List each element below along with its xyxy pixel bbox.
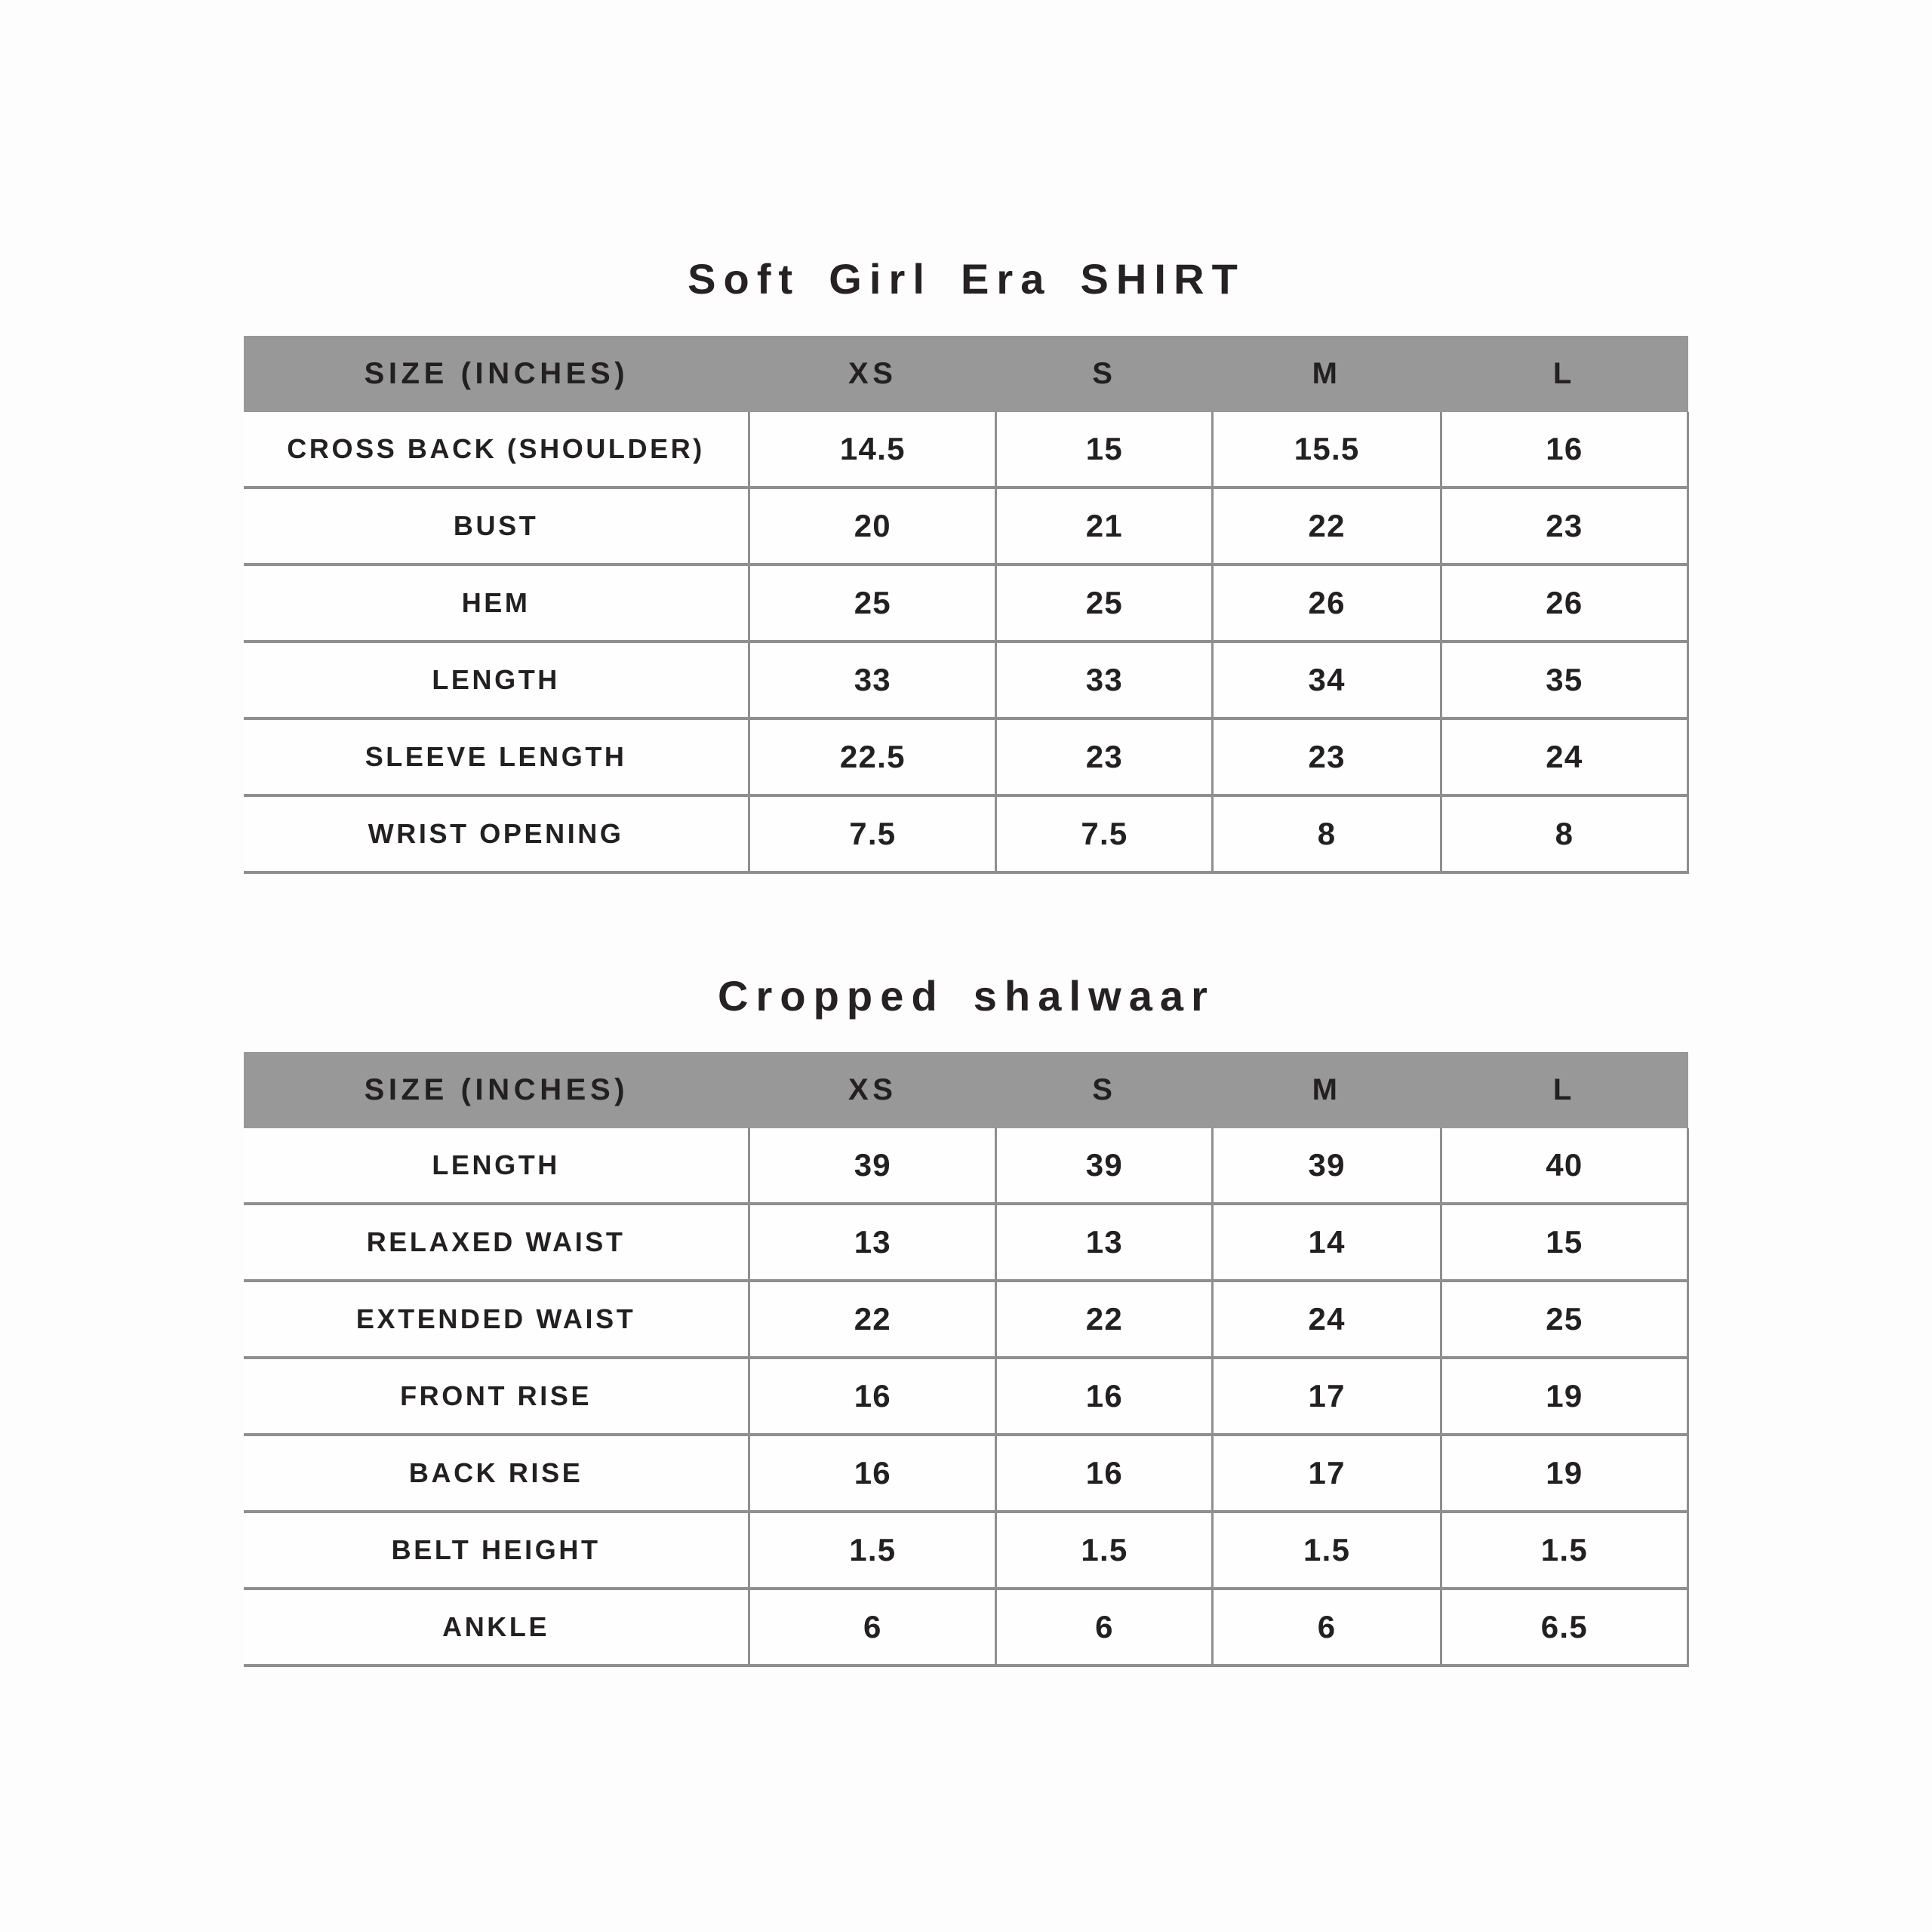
value-cell: 8 (1441, 795, 1687, 872)
value-cell: 25 (996, 565, 1213, 641)
value-cell: 22 (996, 1281, 1213, 1358)
value-cell: 35 (1441, 641, 1687, 718)
value-cell: 1.5 (749, 1512, 996, 1589)
value-cell: 16 (996, 1358, 1213, 1435)
value-cell: 6.5 (1441, 1589, 1687, 1666)
value-cell: 23 (996, 718, 1213, 795)
value-cell: 15.5 (1213, 412, 1441, 488)
row-label-cell: HEM (244, 565, 749, 641)
value-cell: 20 (749, 488, 996, 565)
row-label-cell: ANKLE (244, 1589, 749, 1666)
measurement-row-length (244, 641, 1688, 718)
value-cell: 22 (749, 1281, 996, 1358)
row-label-cell: BUST (244, 488, 749, 565)
measurement-row-extended-waist (244, 1281, 1688, 1358)
shirt-size-table (244, 336, 1689, 874)
header-cell-l: L (1441, 336, 1687, 412)
row-label-cell: SLEEVE LENGTH (244, 718, 749, 795)
value-cell: 25 (1441, 1281, 1687, 1358)
measurement-row-belt-height (244, 1512, 1688, 1589)
value-cell: 7.5 (996, 795, 1213, 872)
header-cell-l: L (1441, 1052, 1687, 1128)
header-cell-m: M (1213, 1052, 1441, 1128)
shirt-header-row (244, 336, 1688, 412)
value-cell: 16 (749, 1435, 996, 1512)
value-cell: 8 (1213, 795, 1441, 872)
value-cell: 13 (996, 1204, 1213, 1281)
value-cell: 17 (1213, 1358, 1441, 1435)
value-cell: 23 (1441, 488, 1687, 565)
row-label-cell: LENGTH (244, 641, 749, 718)
header-cell-s: S (996, 336, 1213, 412)
value-cell: 24 (1213, 1281, 1441, 1358)
value-cell: 6 (749, 1589, 996, 1666)
header-cell-m: M (1213, 336, 1441, 412)
value-cell: 26 (1441, 565, 1687, 641)
shalwaar-size-table (244, 1052, 1689, 1667)
shirt-table-title: Soft Girl Era SHIRT (688, 255, 1245, 303)
header-cell-xs: XS (749, 1052, 996, 1128)
value-cell: 1.5 (1213, 1512, 1441, 1589)
value-cell: 25 (749, 565, 996, 641)
shalwaar-table-title: Cropped shalwaar (717, 972, 1216, 1020)
row-label-cell: FRONT RISE (244, 1358, 749, 1435)
row-label-cell: BACK RISE (244, 1435, 749, 1512)
value-cell: 39 (749, 1128, 996, 1204)
value-cell: 16 (749, 1358, 996, 1435)
header-cell-size-inches: SIZE (INCHES) (244, 1052, 749, 1128)
value-cell: 14.5 (749, 412, 996, 488)
measurement-row-bust (244, 488, 1688, 565)
value-cell: 22.5 (749, 718, 996, 795)
row-label-cell: WRIST OPENING (244, 795, 749, 872)
value-cell: 1.5 (996, 1512, 1213, 1589)
value-cell: 40 (1441, 1128, 1687, 1204)
header-cell-size-inches: SIZE (INCHES) (244, 336, 749, 412)
measurement-row-relaxed-waist (244, 1204, 1688, 1281)
value-cell: 6 (996, 1589, 1213, 1666)
measurement-row-wrist-opening (244, 795, 1688, 872)
measurement-row-length (244, 1128, 1688, 1204)
value-cell: 33 (996, 641, 1213, 718)
value-cell: 21 (996, 488, 1213, 565)
value-cell: 34 (1213, 641, 1441, 718)
value-cell: 16 (996, 1435, 1213, 1512)
value-cell: 23 (1213, 718, 1441, 795)
value-cell: 7.5 (749, 795, 996, 872)
value-cell: 1.5 (1441, 1512, 1687, 1589)
value-cell: 33 (749, 641, 996, 718)
value-cell: 13 (749, 1204, 996, 1281)
row-label-cell: LENGTH (244, 1128, 749, 1204)
row-label-cell: RELAXED WAIST (244, 1204, 749, 1281)
row-label-cell: EXTENDED WAIST (244, 1281, 749, 1358)
value-cell: 15 (996, 412, 1213, 488)
value-cell: 19 (1441, 1358, 1687, 1435)
value-cell: 16 (1441, 412, 1687, 488)
header-cell-xs: XS (749, 336, 996, 412)
value-cell: 39 (1213, 1128, 1441, 1204)
measurement-row-sleeve-length (244, 718, 1688, 795)
measurement-row-hem (244, 565, 1688, 641)
value-cell: 22 (1213, 488, 1441, 565)
measurement-row-back-rise (244, 1435, 1688, 1512)
value-cell: 6 (1213, 1589, 1441, 1666)
shalwaar-header-row (244, 1052, 1688, 1128)
measurement-row-front-rise (244, 1358, 1688, 1435)
value-cell: 15 (1441, 1204, 1687, 1281)
header-cell-s: S (996, 1052, 1213, 1128)
value-cell: 24 (1441, 718, 1687, 795)
value-cell: 14 (1213, 1204, 1441, 1281)
value-cell: 19 (1441, 1435, 1687, 1512)
measurement-row-cross-back (244, 412, 1688, 488)
row-label-cell: CROSS BACK (SHOULDER) (244, 412, 749, 488)
value-cell: 17 (1213, 1435, 1441, 1512)
row-label-cell: BELT HEIGHT (244, 1512, 749, 1589)
measurement-row-ankle (244, 1589, 1688, 1666)
value-cell: 26 (1213, 565, 1441, 641)
value-cell: 39 (996, 1128, 1213, 1204)
